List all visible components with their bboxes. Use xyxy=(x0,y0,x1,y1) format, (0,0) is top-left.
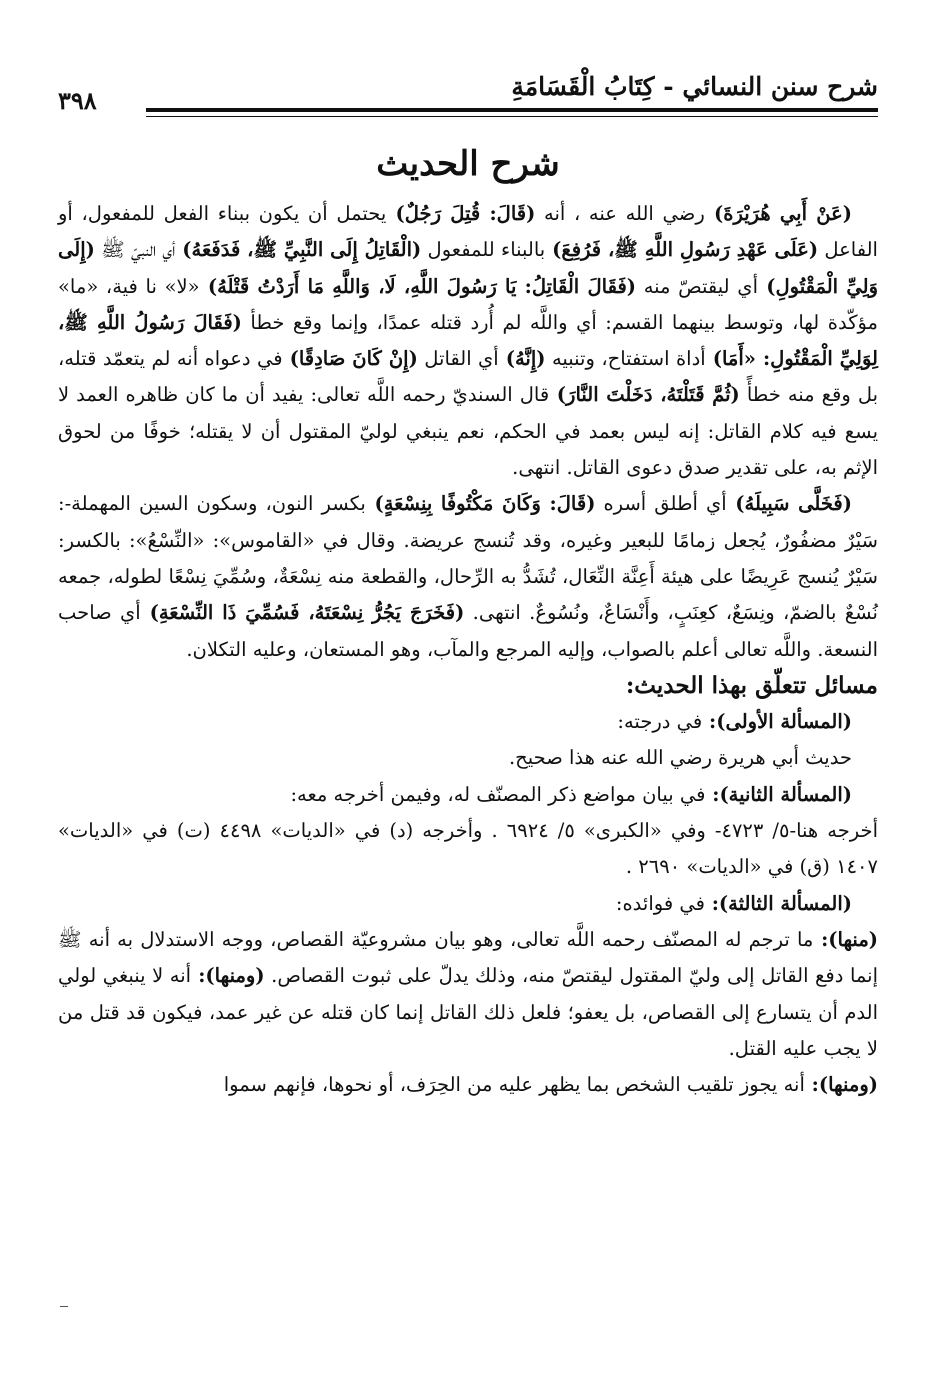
bold-quote-segment: (قَالَ: وَكَانَ مَكْتُوفًا بِنِسْعَةٍ) xyxy=(365,492,596,516)
bold-quote-segment: (ثُمَّ قَتَلْتَهُ، دَخَلْتَ النَّارَ) xyxy=(549,383,740,407)
text-segment: يحتمل أن يكون ببناء الفعل للمفعول، أو الفاعل xyxy=(58,202,878,262)
text-segment: في درجته: xyxy=(617,710,703,734)
running-title: شرح سنن النسائي - كِتَابُ الْقَسَامَةِ xyxy=(511,72,878,101)
text-segment: أداة استفتاح، وتنبيه xyxy=(545,347,706,371)
bold-quote-segment: (فَخَلَّى سَبِيلَهُ) xyxy=(726,492,852,516)
text-segment: أي النبيّ ﷺ xyxy=(94,238,176,262)
paragraph xyxy=(58,704,878,740)
paragraph xyxy=(58,922,878,1067)
section-title: شرح الحديث xyxy=(376,144,560,184)
text-segment: أنه يجوز تلقيب الشخص بما يظهر عليه من الحِرَف، أو نحوها، فإنهم سموا xyxy=(223,1073,805,1097)
bold-quote-segment: (ومنها): xyxy=(191,964,265,988)
subheading xyxy=(58,668,878,704)
bold-quote-segment: (إِنْ كَانَ صَادِقًا) xyxy=(282,347,418,371)
text-segment: أي القاتل xyxy=(417,347,499,371)
paragraph xyxy=(58,1067,878,1103)
text-segment: أنه لا ينبغي لولي الدم أن يتسارع إلى القصاص، بل يعفو؛ فلعل ذلك القاتل إنما كان قتله عن غير عمد، فيكون قد قتل من لا يجب عليه القتل. xyxy=(58,964,878,1060)
bold-quote-segment: (فَقَالَ الْقَاتِلُ: يَا رَسُولَ اللَّهِ، لَا، وَاللَّهِ مَا أَرَدْتُ قَتْلَهُ) xyxy=(199,274,637,298)
text-segment: أي صاحب النسعة. واللَّه تعالى أعلم بالصواب، وإليه المرجع والمآب، وهو المستعان، وعليه التكلان. xyxy=(58,601,878,661)
text-segment: «لا» نا فية، «ما» مؤكّدة لها، وتوسط بينهما القسم: أي واللَّه لم أُرد قتله عمدًا، وإنما وقع خطأ xyxy=(58,274,878,334)
paragraph xyxy=(58,740,878,776)
paragraph xyxy=(58,886,878,922)
bold-quote-segment: (فَخَرَجَ يَجُرُّ نِسْعَتَهُ، فَسُمِّيَ ذَا النِّسْعَةِ) xyxy=(140,601,465,625)
header-rule-thin xyxy=(58,116,878,117)
bold-quote-segment: (عَلَى عَهْدِ رَسُولِ اللَّهِ ﷺ، فَرُفِعَ) xyxy=(545,238,819,262)
text-segment: أخرجه هنا-٥/ ٤٧٢٣- وفي «الكبرى» ٥/ ٦٩٢٤ . وأخرجه (د) في «الديات» ٤٤٩٨ (ت) في «الديات» ١٤٠٧ (ق) في «الديات» ٢٦٩٠ . xyxy=(58,819,878,879)
text-segment: في فوائده: xyxy=(615,891,705,915)
header-rule-thick xyxy=(58,108,878,112)
bold-quote-segment: (إِنَّهُ) xyxy=(498,347,546,371)
text-segment: في دعواه أنه لم يتعمّد قتله، بل وقع منه خطأً xyxy=(58,347,879,407)
page-header xyxy=(58,72,878,122)
bold-quote-segment: (ومنها): xyxy=(804,1073,878,1097)
bold-quote-segment: (عَنْ أَبِي هُرَيْرَةَ) xyxy=(704,202,852,225)
bold-quote-segment: (منها): xyxy=(813,927,878,951)
paragraph xyxy=(58,777,878,813)
margin-mark xyxy=(60,1306,68,1307)
text-segment: في بيان مواضع ذكر المصنّف له، وفيمن أخرجه معه: xyxy=(290,782,706,806)
bold-quote-segment: مسائل تتعلّق بهذا الحديث: xyxy=(625,671,878,699)
bold-quote-segment: (المسألة الثانية): xyxy=(705,782,852,806)
text-segment: حديث أبي هريرة رضي الله عنه هذا صحيح. xyxy=(508,746,852,770)
page-number: ٣٩٨ xyxy=(58,86,97,115)
text-segment: بكسر النون، وسكون السين المهملة-: سَيْرٌ مضفُورٌ، يُجعل زمامًا للبعير وغيره، وقد تُنسج عريضة. وقال في «القاموس»: «النِّسْعُ»: بالكسر: سَيْرٌ يُنسج عَرِيضًا على هيئة أَعِنَّة النِّعَال، تُشَدُّ به الرِّحال، والقطعة منه نِسْعَةٌ، وسُمِّيَ نِسْعًا لطوله، جمعه نُسْعٌ بالضمّ، ونِسَعٌ، كعِنَبٍ، وأَنْسَاعٌ، ونُسُوعٌ. انتهى. xyxy=(58,492,878,625)
bold-quote-segment: (فَقَالَ رَسُولُ اللَّهِ ﷺ، لِوَلِيِّ الْمَقْتُولِ: «أَمَا) xyxy=(58,310,879,371)
bold-quote-segment: (الْقَاتِلُ إِلَى النَّبِيِّ ﷺ، فَدَفَعَهُ) xyxy=(175,238,422,262)
bold-quote-segment: (قَالَ: قُتِلَ رَجُلٌ) xyxy=(386,202,536,225)
paragraph xyxy=(58,813,878,886)
page-body xyxy=(58,196,878,1103)
bold-quote-segment: (إِلَى وَلِيِّ الْمَقْتُولِ) xyxy=(58,238,878,298)
text-segment: ما ترجم له المصنّف رحمه اللَّه تعالى، وهو بيان مشروعيّة القصاص، ووجه الاستدلال به أنه ﷺ إنما دفع القاتل إلى وليّ المقتول ليقتصّ منه، وذلك يدلّ على ثبوت القصاص. xyxy=(58,927,879,988)
bold-quote-segment: (المسألة الأولى): xyxy=(702,710,852,734)
text-segment: قال السنديّ رحمه اللَّه تعالى: يفيد أن ما كان ظاهره العمد لا يسع فيه كلام القاتل: إنه ليس بعمد في الحكم، نعم ينبغي لوليّ المقتول أن لا يقتله؛ خوفًا من لحوق الإثم به، على تقدير صدق دعوى القاتل. انتهى. xyxy=(58,383,878,480)
text-segment: بالبناء للمفعول xyxy=(421,238,546,262)
paragraph xyxy=(58,486,878,667)
paragraph xyxy=(58,196,878,486)
text-segment: أي ليقتصّ منه xyxy=(636,274,758,298)
text-segment: رضي الله عنه ، أنه xyxy=(535,202,705,225)
text-segment: أي أطلق أسره xyxy=(595,492,727,516)
bold-quote-segment: (المسألة الثالثة): xyxy=(704,891,852,915)
